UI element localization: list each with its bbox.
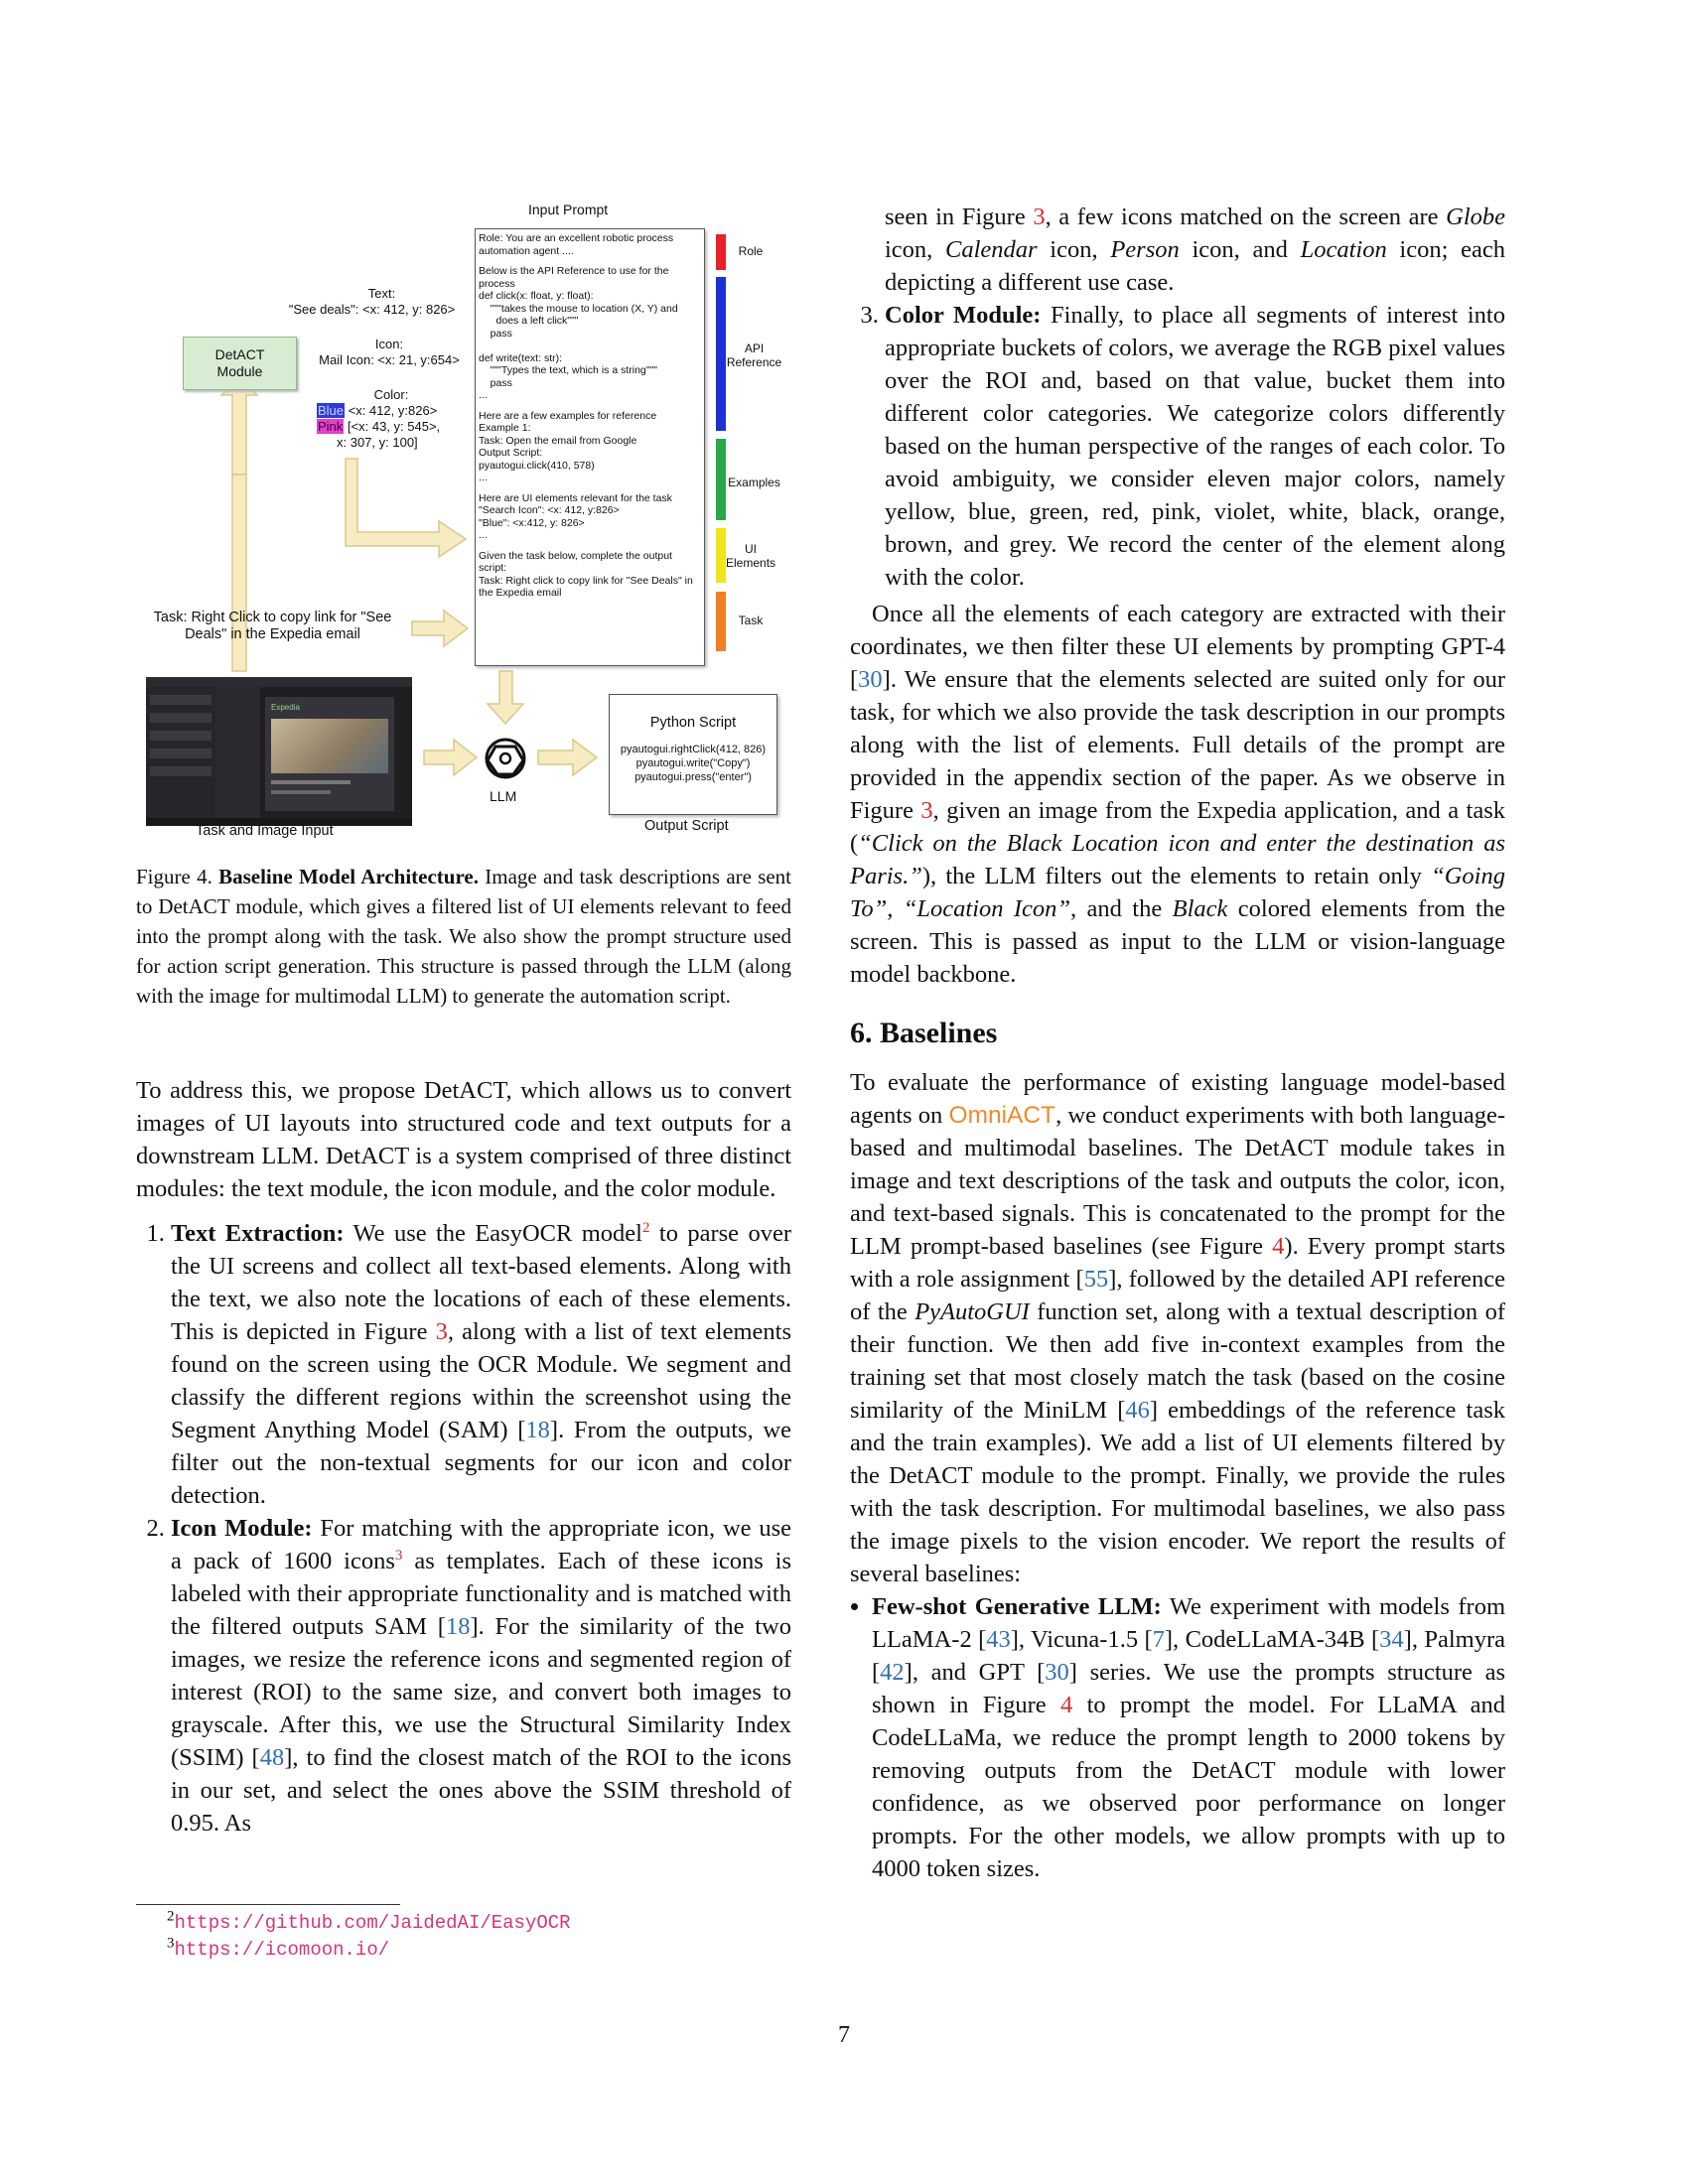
text: ], CodeLLaMA-34B [ [1164, 1626, 1380, 1653]
text: ] series. We use the prompts structure as shown in Figure [872, 1659, 1505, 1718]
task-screenshot-thumbnail [146, 677, 412, 826]
text: ], and GPT [ [904, 1659, 1046, 1686]
bar-examples-label: Examples [728, 476, 780, 489]
icon-signal-label: Icon: [374, 337, 404, 351]
prompt-api-section: Below is the API Reference to use for the process def click(x: float, y: float): """takes the mouse to location (X, Y) and does a left click""" pass def write(text: str): """Types the text, which is a string""" pass ... [479, 265, 678, 401]
color-blue-word: Blue [318, 403, 345, 418]
footnote-number: 3 [167, 1935, 175, 1952]
item-text: to parse over the UI screens and collect all text-based elements. Along with the text, we also note the locations of each of these elements. This is depicted in Figure [171, 1220, 791, 1345]
figure-ref-link[interactable]: 4 [1059, 1692, 1073, 1718]
text: , [887, 895, 904, 922]
figure-ref-link[interactable]: 3 [1033, 204, 1046, 230]
item-text: We use the EasyOCR model [344, 1220, 642, 1247]
item-text: as templates. Each of these icons is labeled with their appropriate functionality and is matched with the filtered outputs SAM [ [171, 1548, 791, 1640]
item-title: Icon Module: [171, 1515, 313, 1542]
citation-link[interactable]: 46 [1125, 1397, 1150, 1424]
color-signal [307, 387, 476, 451]
text: Location [1300, 236, 1387, 263]
omniact-logo-text: OmniACT [948, 1102, 1056, 1129]
page-number: 7 [838, 2022, 850, 2048]
caption-title: Baseline Model Architecture. [218, 865, 479, 888]
thumb-list [215, 687, 260, 818]
prompt-role-section: Role: You are an excellent robotic process automation agent .... [479, 232, 677, 257]
input-prompt-label: Input Prompt [528, 202, 609, 217]
citation-link[interactable]: 43 [986, 1626, 1011, 1653]
item-text: ]. From the outputs, we filter out the non-textual segments for our icon and color detection. [171, 1417, 791, 1509]
citation-link[interactable]: 55 [1083, 1266, 1109, 1293]
task-image-input-label: Task and Image Input [196, 823, 334, 839]
text-signal-value: "See deals": <x: 412, y: 826> [288, 302, 456, 317]
right-column [850, 201, 1505, 1885]
footnote-link-2[interactable]: 2 [641, 1219, 650, 1236]
citation-link[interactable]: 18 [525, 1417, 550, 1443]
list-item-text-extraction [171, 1217, 791, 1512]
color-pink-row [307, 419, 476, 435]
item-text: Finally, to place all segments of interest into appropriate buckets of colors, we average the RGB pixel values over the ROI and, based on that value, bucket them into different color categories. We categorize colors differently based on the human perspective of the ranges of each color. To avoid ambiguity, we consider eleven major colors, namely yellow, blue, green, red, pink, violet, white, black, orange, brown, and grey. We record the center of the element along with the color. [885, 302, 1505, 591]
output-script-label: Output Script [644, 818, 729, 834]
list-item-icon-module [171, 1512, 791, 1840]
bar-role [716, 234, 726, 270]
thumb-expedia-logo: Expedia [271, 703, 300, 712]
color-module-list [850, 299, 1505, 594]
text: , and the [1070, 895, 1173, 922]
filter-paragraph [850, 598, 1505, 991]
bar-api-label: API Reference [726, 341, 782, 369]
footnote-2 [167, 1910, 571, 1936]
item-text: ], to find the closest match of the ROI to the icons in our set, and select the ones above the SSIM threshold of 0.95. As [171, 1744, 791, 1837]
text: , given an image from the Expedia application, and a task ( [850, 797, 1506, 857]
footnote-3 [167, 1937, 389, 1963]
arrow-prompt-down [488, 671, 523, 724]
item-text: , along with a list of text elements found on the screen using the OCR Module. We segment and classify the different regions within the screenshot using the Segment Anything Model (SAM) [ [171, 1318, 791, 1443]
color-pink-value: [<x: 43, y: 545>, [347, 419, 441, 434]
intro-paragraph: To address this, we propose DetACT, which allows us to convert images of UI layouts into structured code and text outputs for a downstream LLM. DetACT is a system comprised of three distinct modules: the text module, the icon module, and the color module. [136, 1077, 791, 1202]
thumb-email [265, 697, 394, 811]
arrow-elements-to-prompt [346, 459, 466, 557]
prompt-task-section: Given the task below, complete the output script: Task: Right click to copy link for "See Deals" in the Expedia email [479, 549, 693, 599]
figure-ref-link[interactable]: 3 [920, 797, 933, 824]
arrow-image-to-llm [424, 740, 477, 775]
citation-link[interactable]: 7 [1152, 1626, 1165, 1653]
list-item-color-module [885, 299, 1505, 594]
text: function set, along with a textual description of their function. We then add five in-context examples from the training set that most closely match the task (based on the cosine similarity of the MiniLM [ [850, 1298, 1505, 1424]
text: Calendar [945, 236, 1038, 263]
text: colored elements from the screen. This is passed as input to the LLM or vision-language model backbone. [850, 895, 1505, 988]
section-heading-baselines: 6. Baselines [850, 1017, 998, 1049]
text: icon, [1037, 236, 1111, 263]
prompt-ui-section: Here are UI elements relevant for the task "Search Icon": <x: 412, y:826> "Blue": <x:412, y: 826> ... [479, 491, 672, 541]
color-signal-label: Color: [373, 387, 409, 402]
script-line-2: pyautogui.write("Copy") [635, 757, 751, 769]
text: , a few icons matched on the screen are [1045, 204, 1447, 230]
llm-logo-icon [487, 740, 524, 777]
script-line-3: pyautogui.press("enter") [634, 771, 752, 783]
text: icon, and [1179, 236, 1301, 263]
python-script-box [609, 694, 777, 815]
bar-ui-label: UI Elements [726, 542, 776, 570]
citation-link[interactable]: 48 [259, 1744, 285, 1771]
text: to prompt the model. For LLaMA and CodeLLaMa, we reduce the prompt length to 2000 tokens by removing outputs from the DetACT module with lower confidence, as we observed poor performance on longer prompts. For the other models, we allow prompts with up to 4000 token sizes. [872, 1692, 1505, 1882]
text: “Click on the Black Location icon and enter the destination as Paris.” [850, 830, 1505, 889]
text: , we conduct experiments with both language-based and multimodal baselines. The DetACT module takes in image and text descriptions of the task and outputs the color, icon, and text-based signals. This is concatenated to the prompt for the LLM prompt-based baselines (see Figure [850, 1102, 1506, 1260]
text: “Location Icon” [903, 895, 1071, 922]
footnote-number: 2 [167, 1908, 175, 1925]
text: ] embeddings of the reference task and the train examples). We add a list of UI elements filtered by the DetACT module to the prompt. Finally, we provide the rules with the task description. For multimodal baselines, we also pass the image pixels to the vision encoder. We report the results of several baselines: [850, 1397, 1505, 1587]
text: ], Vicuna-1.5 [ [1010, 1626, 1153, 1653]
text: icon; each depicting a different use case. [885, 236, 1505, 296]
color-blue-value: <x: 412, y:826> [348, 403, 438, 418]
figure-caption [136, 862, 791, 1011]
bar-task-label: Task [738, 614, 764, 627]
script-line-1: pyautogui.rightClick(412, 826) [620, 744, 767, 755]
item-title: Text Extraction: [171, 1220, 345, 1247]
citation-link[interactable]: 34 [1379, 1626, 1404, 1653]
citation-link[interactable]: 18 [445, 1613, 471, 1640]
list-item-few-shot-llm [872, 1590, 1505, 1885]
python-script-title: Python Script [649, 715, 737, 731]
item-title: Few-shot Generative LLM: [872, 1593, 1162, 1620]
text: To evaluate the performance of existing language model-based agents on [850, 1069, 1505, 1129]
text: ]. We ensure that the elements selected are suited only for our task, for which we also provide the task description in our prompts along with the list of elements. Full details of the prompt are provided in the appendix section of the paper. As we observe in Figure [850, 666, 1505, 824]
thumb-topbar [146, 677, 412, 687]
llm-label: LLM [490, 788, 517, 804]
left-column [136, 1074, 791, 1840]
arrow-task-to-prompt [412, 611, 468, 646]
task-description: Task: Right Click to copy link for "See Deals" in the Expedia email [153, 610, 392, 642]
arrow-llm-to-script [538, 740, 597, 775]
text: ), the LLM filters out the elements to retain only [921, 863, 1432, 889]
icon-signal [300, 337, 479, 368]
baselines-paragraph [850, 1066, 1505, 1590]
footnote-url-easyocr[interactable]: https://github.com/JaidedAI/EasyOCR [174, 1912, 571, 1934]
figure-ref-link[interactable]: 4 [1272, 1233, 1285, 1260]
footnote-url-icomoon[interactable]: https://icomoon.io/ [174, 1939, 390, 1961]
arrow-up-to-detact [221, 378, 257, 475]
bar-ui [716, 528, 726, 583]
text-signal-label: Text: [367, 286, 396, 301]
text: We experiment with models from LLaMA-2 [ [872, 1593, 1506, 1653]
color-pink-word: Pink [318, 419, 344, 434]
bar-role-label: Role [738, 244, 764, 258]
figure-ref-link[interactable]: 3 [435, 1318, 448, 1345]
text: seen in Figure [885, 204, 1034, 230]
item-text: For matching with the appropriate icon, we use a pack of 1600 icons [171, 1515, 792, 1574]
figure-4 [136, 195, 791, 840]
text: PyAutoGUI [914, 1298, 1030, 1325]
text: ], followed by the detailed API reference of the [850, 1266, 1505, 1325]
text: “Going To” [850, 863, 1505, 922]
color-pink-value-2: x: 307, y: 100] [337, 435, 418, 450]
thumb-email-image [271, 719, 388, 773]
detact-module-box [183, 337, 297, 390]
icon-signal-value: Mail Icon: <x: 21, y:654> [319, 352, 460, 367]
icon-module-continued [850, 201, 1505, 299]
item-text: ]. For the similarity of the two images, we resize the reference icons and segmented region of interest (ROI) to the same size, and convert both images to grayscale. After this, we use the Structural Similarity Index (SSIM) [ [171, 1613, 792, 1771]
citation-link[interactable]: 30 [1045, 1659, 1069, 1686]
baselines-list [850, 1590, 1505, 1885]
text: Black [1172, 895, 1228, 922]
bar-task [716, 592, 726, 651]
text: Globe [1446, 204, 1505, 230]
color-blue-row [307, 403, 476, 419]
caption-text: Image and task descriptions are sent to DetACT module, which gives a filtered list of UI elements relevant to feed into the prompt along with the task. We also show the prompt structure used for action script generation. This structure is passed through the LLM (along with the image for multimodal LLM) to generate the automation script. [136, 865, 792, 1008]
detact-module-label: DetACT Module [214, 346, 265, 379]
input-prompt-box [475, 228, 705, 666]
footnote-rule [136, 1904, 400, 1905]
citation-link[interactable]: 30 [858, 666, 883, 693]
citation-link[interactable]: 42 [880, 1659, 905, 1686]
text-signal [290, 286, 474, 318]
text: Once all the elements of each category are extracted with their coordinates, we then filter these UI elements by prompting GPT-4 [ [850, 601, 1505, 693]
detact-module-list [136, 1217, 791, 1840]
prompt-examples-section: Here are a few examples for reference Example 1: Task: Open the email from Google Output Script: pyautogui.click(410, 578) ... [479, 409, 657, 483]
text: ). Every prompt starts with a role assignment [ [850, 1233, 1505, 1293]
text: icon, [885, 236, 946, 263]
text: Person [1110, 236, 1180, 263]
thumb-sidebar [146, 687, 215, 818]
text: ], Palmyra [ [872, 1626, 1505, 1686]
caption-label: Figure 4. [136, 865, 212, 888]
footnote-link-3[interactable]: 3 [394, 1547, 403, 1564]
item-title: Color Module: [885, 302, 1042, 329]
